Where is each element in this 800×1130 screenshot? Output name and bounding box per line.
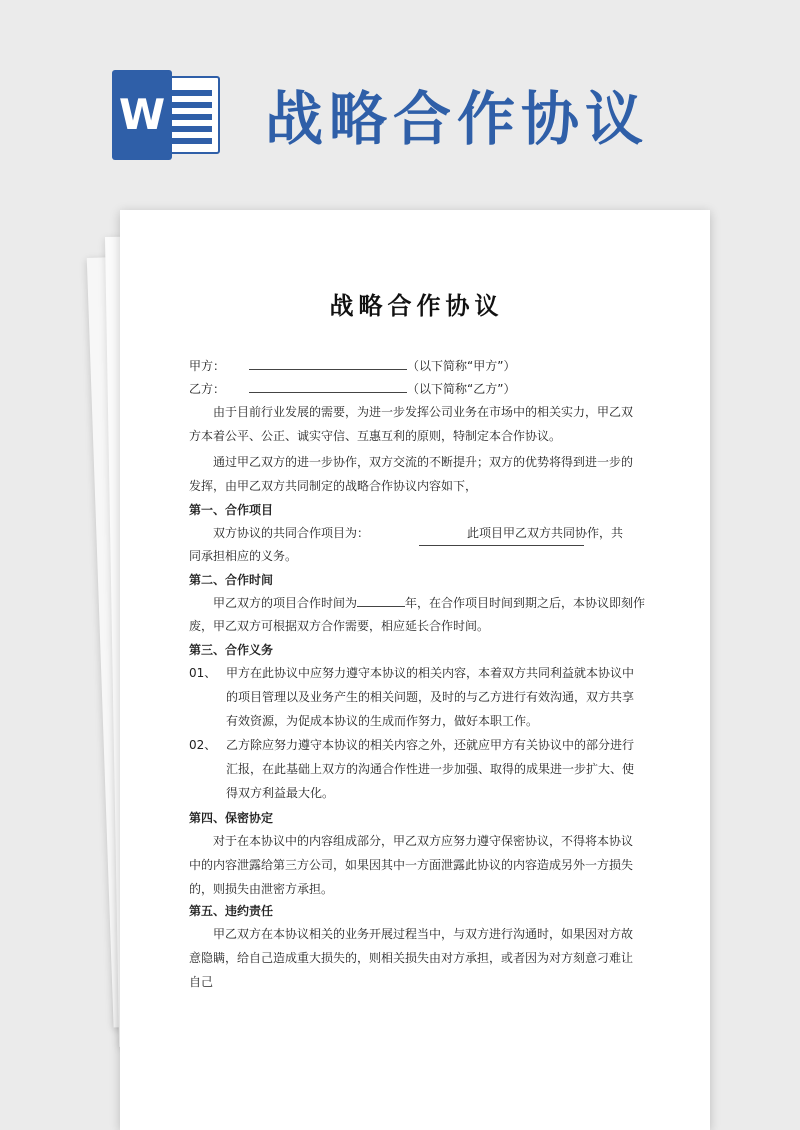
- section-1-text-b: 此项目甲乙双方共同协作，共: [467, 526, 624, 540]
- obligation-item: [189, 661, 644, 733]
- party-b-note: （以下简称“乙方”）: [407, 382, 516, 396]
- section-5-paragraph: 甲乙双方在本协议相关的业务开展过程当中，与双方进行沟通时，如果因对方故意隐瞒，给自己造成重大损失的，则相关损失由对方承担，或者因为对方刻意刁难让自己: [189, 927, 634, 989]
- header: [0, 0, 800, 210]
- section-4-paragraph: 对于在本协议中的内容组成部分，甲乙双方应努力遵守保密协议，不得将本协议中的内容泄露给第三方公司，如果因其中一方面泄露此协议的内容造成另外一方损失的，则损失由泄密方承担。: [189, 834, 634, 896]
- obligation-item: [189, 733, 644, 805]
- intro-paragraph-2: 通过甲乙双方的进一步协作，双方交流的不断提升；双方的优势将得到进一步的发挥，由甲乙双方共同制定的战略合作协议内容如下，: [189, 455, 634, 493]
- obligation-item-text: 乙方除应努力遵守本协议的相关内容之外，还就应甲方有关协议中的部分进行汇报，在此基础上双方的沟通合作性进一步加强、取得的成果进一步扩大、使得双方利益最大化。: [226, 738, 635, 800]
- section-2-line-1: [213, 591, 645, 615]
- obligation-item-number: 02、: [189, 738, 217, 752]
- section-2-text-a: 甲乙双方的项目合作时间为: [213, 596, 358, 610]
- section-5-heading: 第五、违约责任: [189, 904, 274, 918]
- party-a-blank: [249, 355, 407, 370]
- obligation-item-number: 01、: [189, 666, 217, 680]
- party-a-line: [189, 354, 515, 378]
- document-title: 战略合作协议: [329, 292, 504, 320]
- section-1-text-c: 同承担相应的义务。: [189, 549, 298, 563]
- section-2-text-c: 废，甲乙双方可根据双方合作需要，相应延长合作时间。: [189, 619, 490, 633]
- banner-title: 战略合作协议: [265, 85, 650, 153]
- party-a-label: 甲方：: [189, 359, 226, 373]
- section-4-heading: 第四、保密协定: [189, 811, 274, 825]
- party-b-blank: [249, 378, 407, 393]
- intro-paragraph-1: 由于目前行业发展的需要，为进一步发挥公司业务在市场中的相关实力，甲乙双方本着公平、公正、诚实守信、互惠互利的原则，特制定本合作协议。: [189, 405, 634, 443]
- party-b-line: [189, 377, 515, 401]
- section-1-text-a: 双方协议的共同合作项目为：: [213, 526, 370, 540]
- obligation-item-text: 甲方在此协议中应努力遵守本协议的相关内容，本着双方共同利益就本协议中的项目管理以及业务产生的相关问题，及时的与乙方进行有效沟通，双方共享有效资源，为促成本协议的生成而作努力，做好本职工作。: [226, 666, 635, 728]
- section-1-heading: 第一、合作项目: [189, 503, 274, 517]
- section-2-heading: 第二、合作时间: [189, 573, 274, 587]
- section-2-blank: [357, 592, 405, 607]
- party-b-label: 乙方：: [189, 382, 226, 396]
- section-1-line-1: [213, 521, 369, 545]
- word-badge: W: [112, 70, 172, 160]
- document-page: [120, 210, 710, 1130]
- section-2-text-b: 年，在合作项目时间到期之后，本协议即刻作: [405, 596, 646, 610]
- party-a-note: （以下简称“甲方”）: [407, 359, 516, 373]
- word-document-icon: [112, 70, 222, 160]
- section-3-heading: 第三、合作义务: [189, 643, 274, 657]
